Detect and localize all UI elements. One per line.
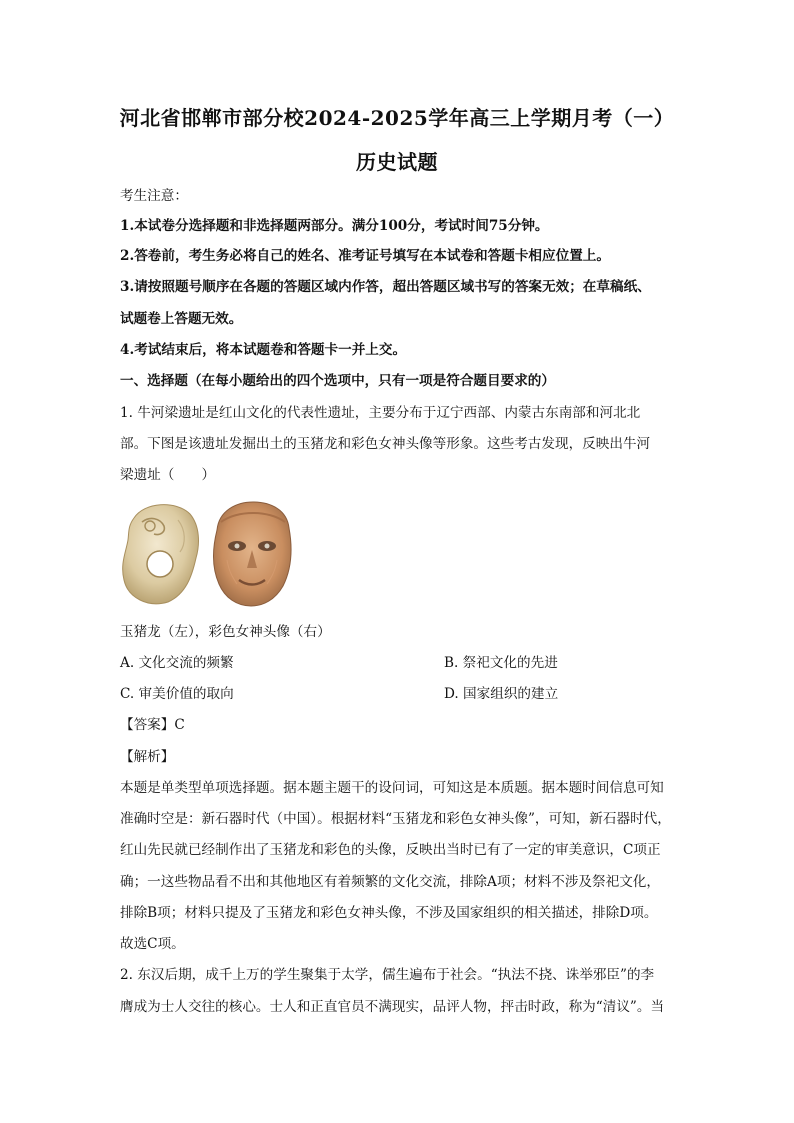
q1-analysis-line-5: 排除B项；材料只提及了玉猪龙和彩色女神头像，不涉及国家组织的相关描述，排除D项。 bbox=[120, 905, 658, 921]
q1-stem-line-2: 部。下图是该遗址发掘出土的玉猪龙和彩色女神头像等形象。这些考古发现，反映出牛河 bbox=[120, 436, 651, 452]
q1-analysis-line-4: 确；一这些物品看不出和其他地区有着频繁的文化交流，排除A项；材料不涉及祭祀文化， bbox=[120, 874, 660, 890]
q1-analysis-heading: 【解析】 bbox=[120, 749, 175, 765]
q2-stem-line-2: 膺成为士人交往的核心。士人和正直官员不满现实，品评人物，抨击时政，称为“清议”。当 bbox=[120, 999, 665, 1015]
goddess-head-image bbox=[207, 500, 297, 608]
notice-item-3-cont: 试题卷上答题无效。 bbox=[120, 311, 243, 327]
exam-title: 河北省邯郸市部分校2024-2025学年高三上学期月考（一） bbox=[119, 106, 675, 130]
q1-analysis-line-3: 红山先民就已经制作出了玉猪龙和彩色的头像，反映出当时已有了一定的审美意识，C项正 bbox=[120, 842, 661, 858]
q1-stem-line-1: 1. 牛河梁遗址是红山文化的代表性遗址，主要分布于辽宁西部、内蒙古东南部和河北北 bbox=[120, 405, 641, 421]
notice-heading: 考生注意： bbox=[120, 188, 188, 204]
exam-subject: 历史试题 bbox=[356, 150, 438, 174]
notice-item-1: 1.本试卷分选择题和非选择题两部分。满分100分，考试时间75分钟。 bbox=[120, 218, 549, 234]
q1-analysis-line-1: 本题是单类型单项选择题。据本题主题干的设问词，可知这是本质题。据本题时间信息可知 bbox=[120, 780, 664, 796]
q1-image-caption: 玉猪龙（左），彩色女神头像（右） bbox=[120, 624, 331, 640]
notice-item-2: 2.答卷前，考生务必将自己的姓名、准考证号填写在本试卷和答题卡相应位置上。 bbox=[120, 248, 610, 264]
jade-pig-dragon-image bbox=[120, 500, 202, 606]
notice-item-4: 4.考试结束后，将本试题卷和答题卡一并上交。 bbox=[120, 342, 407, 358]
q2-stem-line-1: 2. 东汉后期，成千上万的学生聚集于太学，儒生遍布于社会。“执法不挠、诛举邪臣”的李 bbox=[120, 967, 655, 983]
q1-analysis-line-6: 故选C项。 bbox=[120, 936, 185, 952]
q1-analysis-line-2: 准确时空是：新石器时代（中国）。根据材料“玉猪龙和彩色女神头像”，可知，新石器时代， bbox=[120, 811, 671, 827]
q1-option-a[interactable]: A. 文化交流的频繁 bbox=[120, 655, 234, 671]
q1-stem-line-3: 梁遗址（ ） bbox=[120, 467, 216, 483]
notice-item-3: 3.请按照题号顺序在各题的答题区域内作答，超出答题区域书写的答案无效；在草稿纸、 bbox=[120, 279, 651, 295]
section-heading: 一、选择题（在每小题给出的四个选项中，只有一项是符合题目要求的） bbox=[120, 373, 555, 389]
q1-option-b[interactable]: B. 祭祀文化的先进 bbox=[444, 655, 558, 671]
q1-option-d[interactable]: D. 国家组织的建立 bbox=[444, 686, 559, 702]
q1-answer: 【答案】C bbox=[120, 717, 185, 733]
q1-option-c[interactable]: C. 审美价值的取向 bbox=[120, 686, 234, 702]
